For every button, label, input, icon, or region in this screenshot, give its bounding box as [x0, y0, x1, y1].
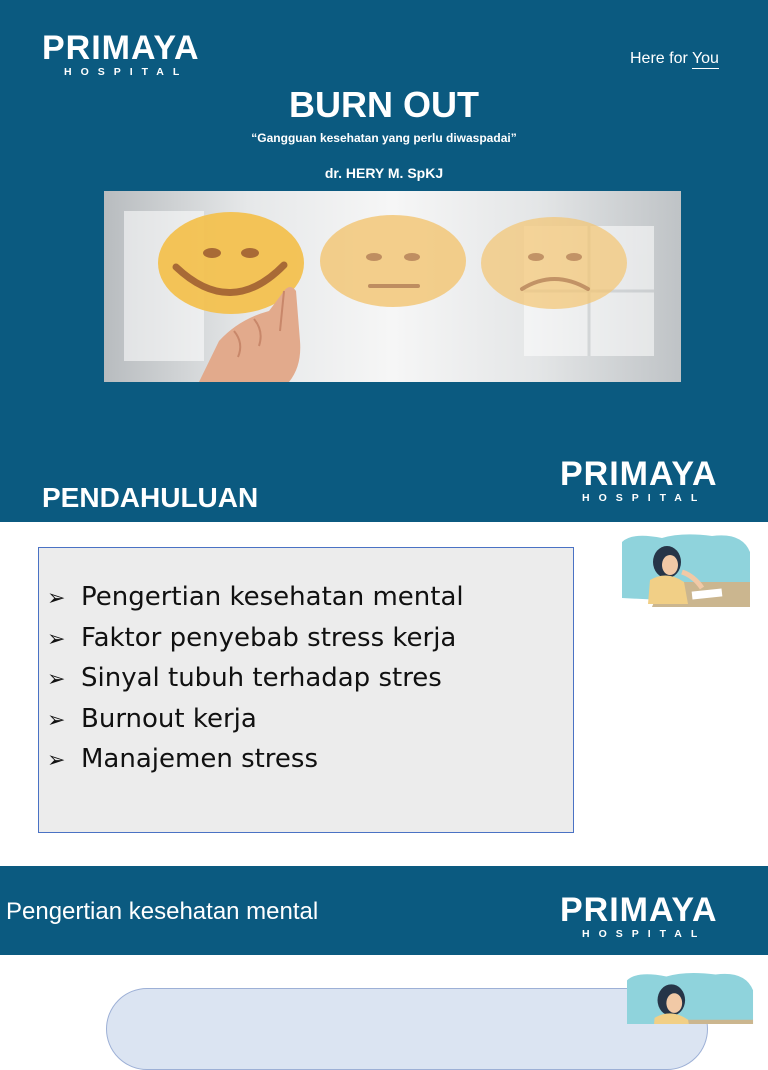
stressed-woman-illustration	[622, 532, 752, 607]
definition-card	[106, 988, 708, 1070]
author-name: dr. HERY M. SpKJ	[324, 165, 444, 181]
stressed-woman-illustration	[627, 970, 755, 1024]
neutral-face-icon	[320, 215, 466, 307]
emotion-faces-illustration	[104, 191, 681, 382]
slide-subtitle: “Gangguan kesehatan yang perlu diwaspadai”	[251, 131, 517, 145]
logo-wordmark: PRIMAYA	[42, 29, 200, 67]
arrow-bullet-icon: ➢	[47, 748, 66, 773]
primaya-logo	[42, 31, 200, 78]
list-item: ➢ Sinyal tubuh terhadap stres	[47, 659, 464, 700]
emotion-faces-photo	[104, 191, 681, 382]
logo-subtext: HOSPITAL	[64, 66, 189, 78]
list-item: ➢ Pengertian kesehatan mental	[47, 578, 464, 619]
tagline	[630, 50, 719, 68]
agenda-list	[47, 578, 464, 781]
logo-wordmark: PRIMAYA	[560, 455, 718, 493]
arrow-bullet-icon: ➢	[47, 586, 66, 611]
logo-wordmark: PRIMAYA	[560, 891, 718, 929]
sad-face-icon	[481, 217, 627, 309]
arrow-bullet-icon: ➢	[47, 626, 66, 652]
arrow-bullet-icon: ➢	[47, 707, 66, 733]
slide-title: BURN OUT	[289, 84, 479, 125]
list-item: ➢ Burnout kerja	[47, 700, 464, 741]
tagline-prefix: Here for	[630, 50, 692, 67]
arrow-bullet-icon: ➢	[47, 667, 66, 692]
tagline-you: You	[691, 50, 719, 67]
logo-subtext: HOSPITAL	[582, 492, 707, 504]
primaya-logo-secondary	[560, 457, 718, 504]
list-item: ➢ Faktor penyebab stress kerja	[47, 619, 464, 660]
list-item: ➢ Manajemen stress	[47, 740, 464, 781]
logo-subtext: HOSPITAL	[582, 928, 707, 940]
agenda-box	[38, 547, 574, 833]
section-heading: PENDAHULUAN	[42, 482, 259, 513]
definition-slide-title: Pengertian kesehatan mental	[6, 898, 319, 925]
primaya-logo-tertiary	[560, 893, 718, 940]
